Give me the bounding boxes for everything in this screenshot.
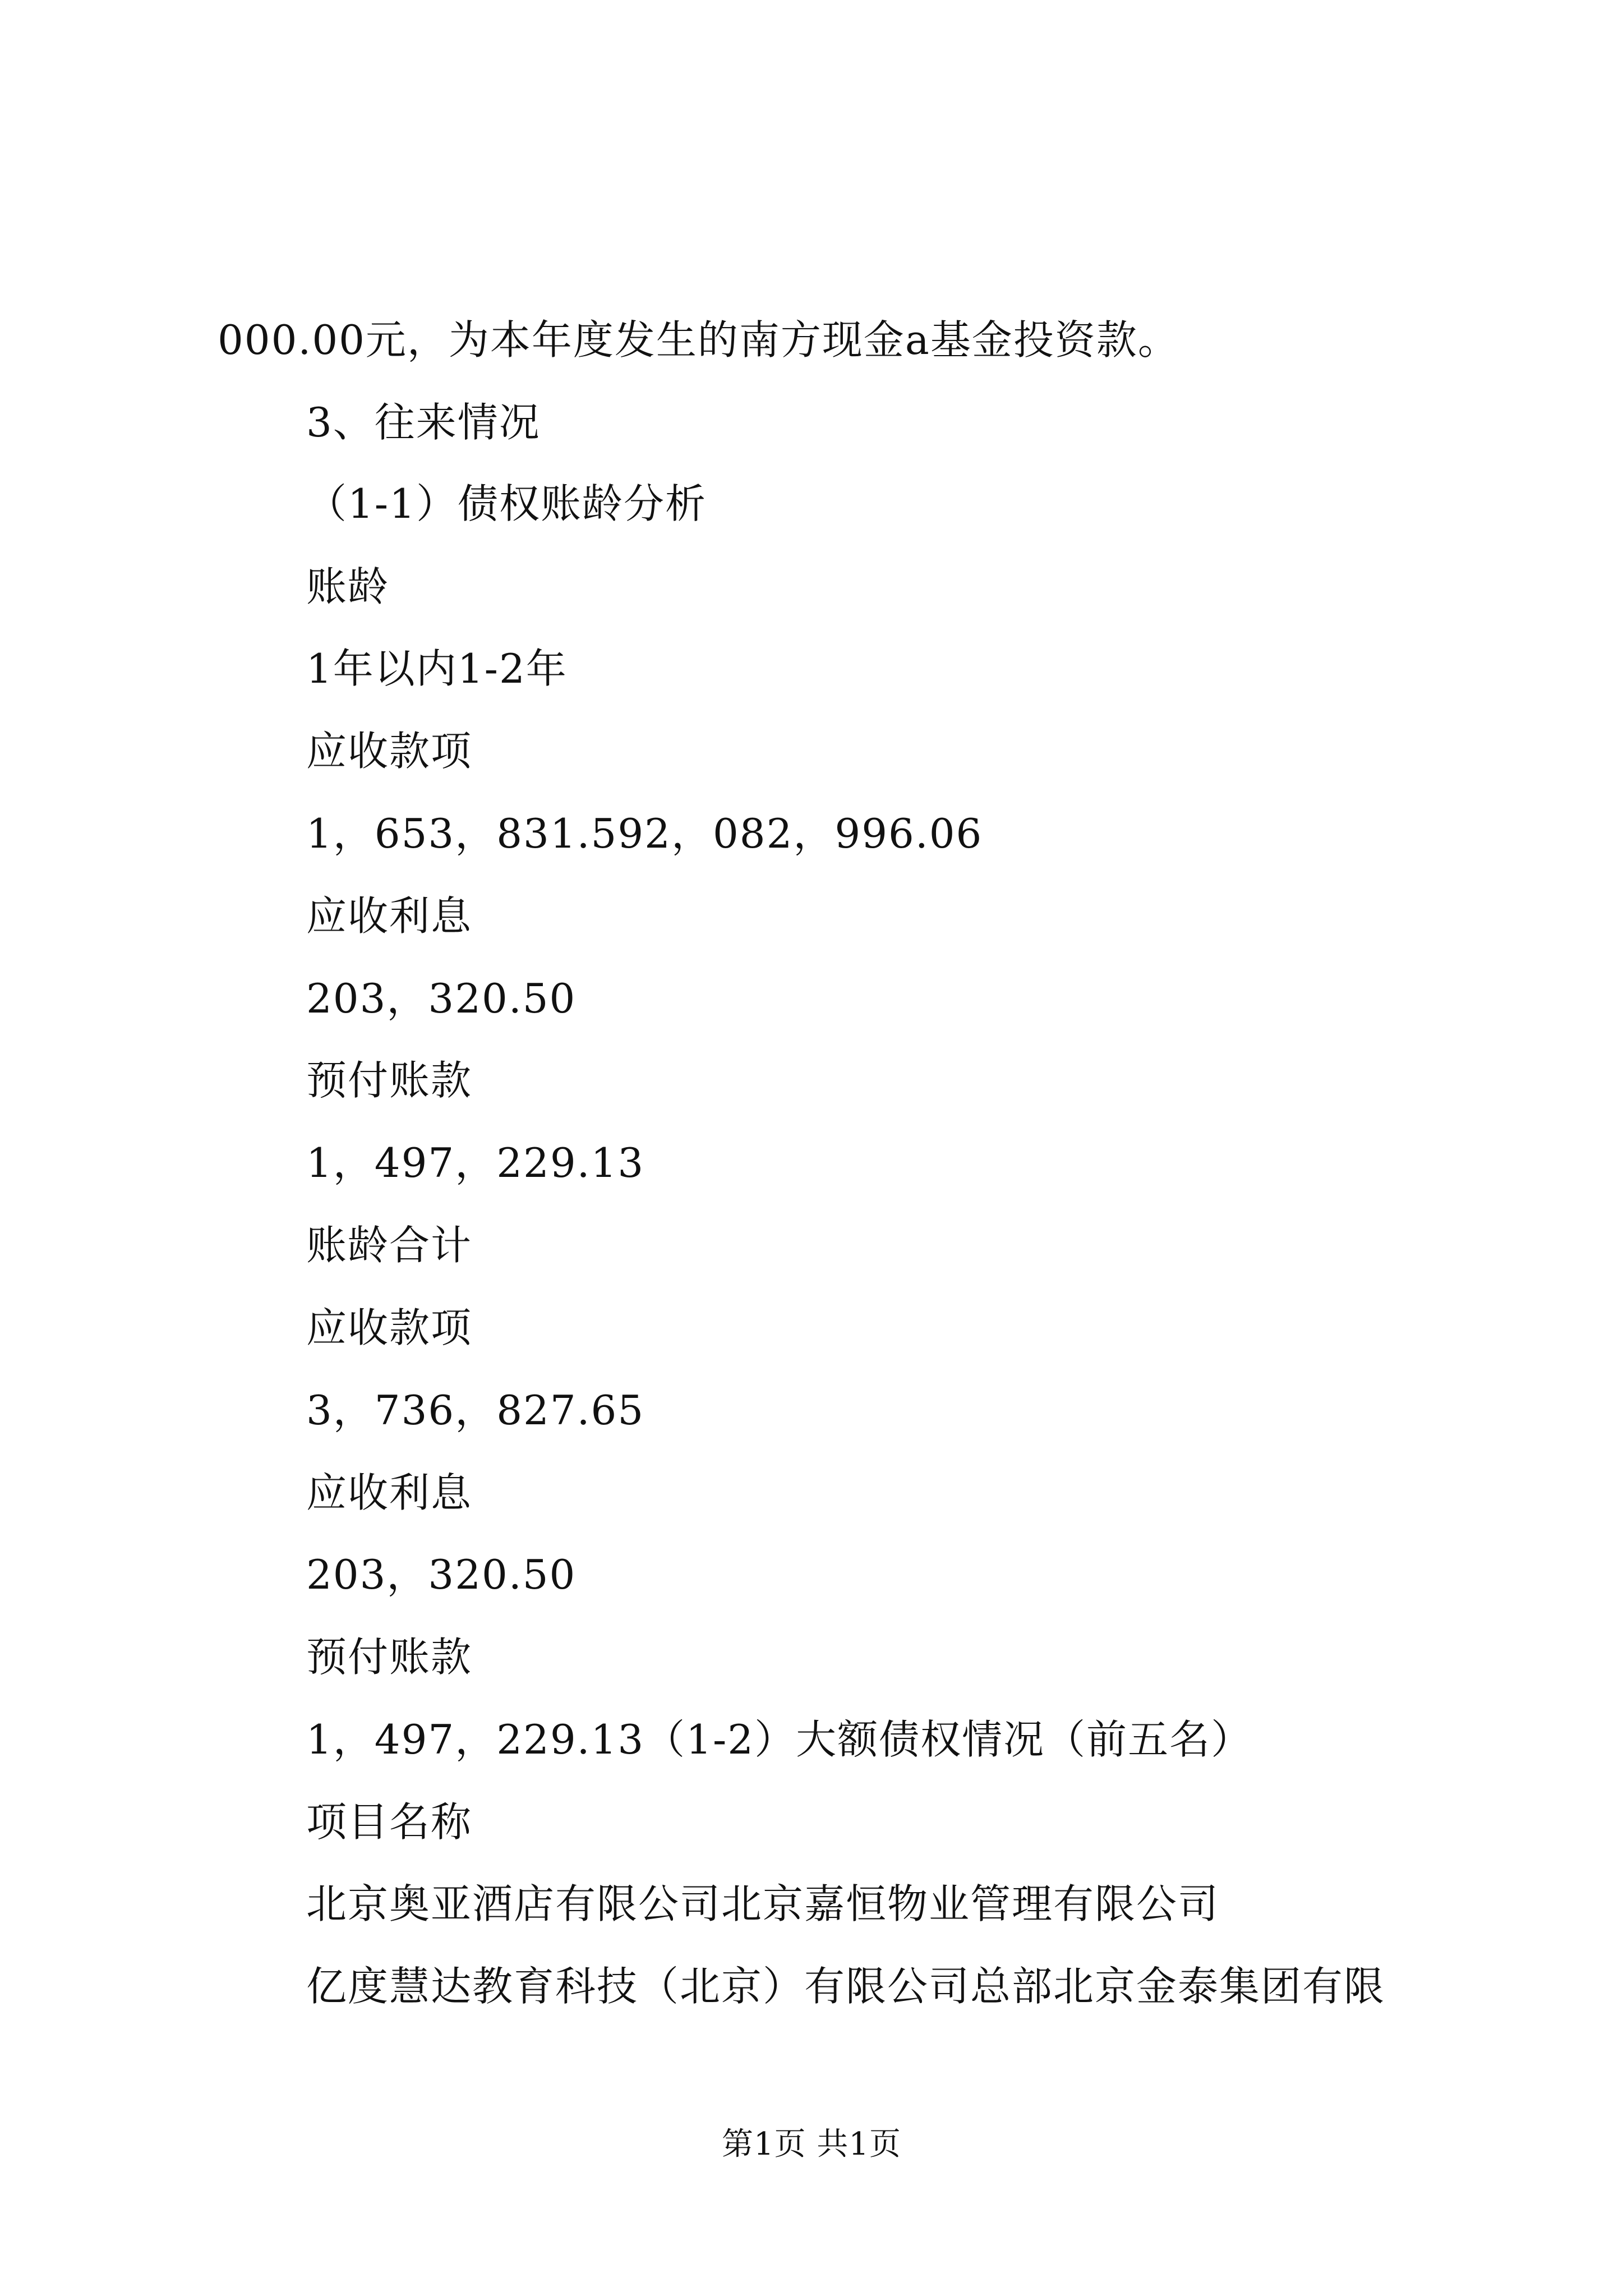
text-line: 预付账款 — [306, 1057, 473, 1104]
text-line: 项目名称 — [306, 1798, 473, 1846]
text-line: 1，653，831.592，082，996.06 — [306, 810, 983, 857]
text-line: 000.00元，为本年度发生的南方现金a基金投资款。 — [218, 316, 1179, 364]
section-heading: 3、往来情况 — [306, 399, 541, 446]
text-line: 应收利息 — [306, 1469, 473, 1516]
text-line: 1，497，229.13 — [306, 1139, 645, 1186]
text-line: 应收款项 — [306, 1304, 473, 1351]
text-line: 应收款项 — [306, 728, 473, 775]
text-line: 3，736，827.65 — [306, 1387, 645, 1434]
subsection-heading: （1-1）债权账龄分析 — [306, 480, 707, 527]
text-line: 亿度慧达教育科技（北京）有限公司总部北京金泰集团有限 — [306, 1963, 1386, 2010]
text-line: 203，320.50 — [306, 975, 577, 1022]
text-line: 预付账款 — [306, 1634, 473, 1681]
text-line: 1，497，229.13（1-2）大额债权情况（前五名） — [306, 1716, 1253, 1763]
text-line: 账龄 — [306, 563, 390, 610]
text-line: 账龄合计 — [306, 1222, 473, 1269]
text-line: 203，320.50 — [306, 1551, 577, 1598]
page-footer: 第1页 共1页 — [721, 2126, 902, 2162]
text-line: 北京奥亚酒店有限公司北京嘉恒物业管理有限公司 — [306, 1880, 1220, 1927]
text-line: 1年以内1-2年 — [306, 645, 568, 692]
text-line: 应收利息 — [306, 892, 473, 940]
